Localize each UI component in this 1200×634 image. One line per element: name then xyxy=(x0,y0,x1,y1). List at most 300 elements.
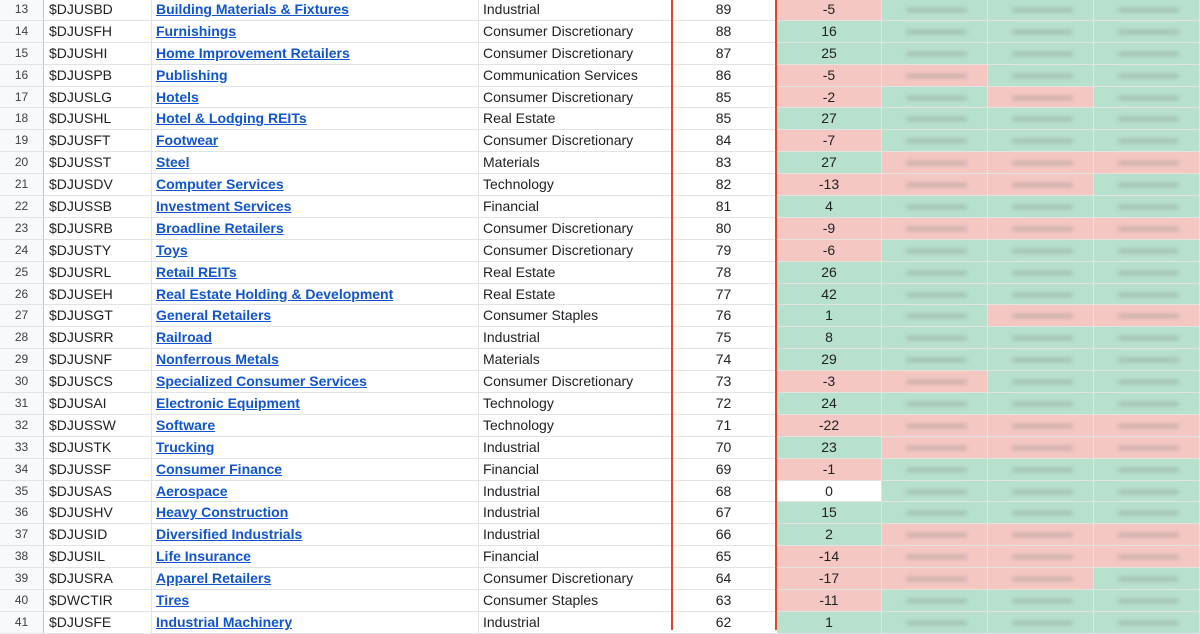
row-number[interactable]: 37 xyxy=(0,524,44,545)
change-cell[interactable]: -17 xyxy=(777,568,882,589)
change-cell[interactable]: 27 xyxy=(777,108,882,129)
row-number[interactable]: 27 xyxy=(0,305,44,326)
industry-name-cell[interactable] xyxy=(152,43,479,64)
row-number[interactable]: 17 xyxy=(0,87,44,108)
row-number[interactable]: 35 xyxy=(0,481,44,502)
blurred-cell[interactable] xyxy=(882,21,988,42)
blurred-cell[interactable] xyxy=(1094,349,1200,370)
industry-link[interactable]: General Retailers xyxy=(156,307,272,324)
industry-name-cell[interactable] xyxy=(152,524,479,545)
rank-cell[interactable]: 80 xyxy=(715,219,732,236)
industry-link[interactable]: Steel xyxy=(156,154,190,171)
blurred-cell[interactable] xyxy=(988,240,1094,261)
row-number[interactable]: 34 xyxy=(0,459,44,480)
symbol-cell[interactable]: $DJUSSB xyxy=(44,196,152,217)
industry-name-cell[interactable] xyxy=(152,481,479,502)
sector-cell[interactable]: Consumer Staples xyxy=(483,307,599,324)
industry-link[interactable]: Publishing xyxy=(156,66,228,83)
rank-cell[interactable]: 72 xyxy=(715,395,732,412)
symbol-cell[interactable]: $DJUSID xyxy=(44,524,152,545)
industry-link[interactable]: Hotels xyxy=(156,88,199,105)
industry-link[interactable]: Aerospace xyxy=(156,482,228,499)
table-row xyxy=(0,568,1200,590)
blurred-cell[interactable] xyxy=(988,152,1094,173)
sector-cell[interactable]: Industrial xyxy=(483,1,540,17)
change-cell[interactable]: -5 xyxy=(777,65,882,86)
industry-link[interactable]: Life Insurance xyxy=(156,548,251,565)
change-cell[interactable]: 2 xyxy=(777,524,882,545)
blurred-cell[interactable] xyxy=(882,546,988,567)
symbol-cell[interactable]: $DJUSIL xyxy=(44,546,152,567)
blurred-cell[interactable] xyxy=(1094,174,1200,195)
blurred-cell[interactable] xyxy=(882,43,988,64)
change-cell[interactable]: -5 xyxy=(777,0,882,20)
blurred-cell[interactable] xyxy=(988,218,1094,239)
symbol-cell[interactable]: $DJUSHV xyxy=(44,502,152,523)
rank-cell[interactable]: 76 xyxy=(715,307,732,324)
symbol-cell[interactable]: $DJUSFH xyxy=(44,21,152,42)
symbol-cell[interactable]: $DJUSNF xyxy=(44,349,152,370)
row-number[interactable]: 14 xyxy=(0,21,44,42)
row-number[interactable]: 29 xyxy=(0,349,44,370)
industry-name-cell[interactable] xyxy=(152,21,479,42)
sector-cell[interactable]: Real Estate xyxy=(483,110,556,127)
industry-name-cell[interactable] xyxy=(152,459,479,480)
symbol-cell[interactable]: $DJUSTK xyxy=(44,437,152,458)
rank-cell[interactable]: 84 xyxy=(715,132,732,149)
sector-cell[interactable]: Industrial xyxy=(483,504,540,521)
change-cell[interactable]: -13 xyxy=(777,174,882,195)
change-cell[interactable]: 0 xyxy=(777,481,882,502)
row-number[interactable]: 33 xyxy=(0,437,44,458)
symbol-cell[interactable]: $DJUSGT xyxy=(44,305,152,326)
industry-name-cell[interactable] xyxy=(152,371,479,392)
sector-cell[interactable]: Consumer Discretionary xyxy=(483,44,634,61)
blurred-cell[interactable] xyxy=(988,130,1094,151)
blurred-cell[interactable] xyxy=(882,590,988,611)
sector-cell[interactable]: Real Estate xyxy=(483,285,556,302)
industry-link[interactable]: Software xyxy=(156,416,216,433)
blurred-cell[interactable] xyxy=(988,262,1094,283)
rank-cell[interactable]: 74 xyxy=(715,351,732,368)
sector-cell[interactable]: Industrial xyxy=(483,438,540,455)
blurred-cell[interactable] xyxy=(1094,108,1200,129)
industry-name-cell[interactable] xyxy=(152,546,479,567)
blurred-cell[interactable] xyxy=(988,284,1094,305)
industry-link[interactable]: Diversified Industrials xyxy=(156,526,303,543)
row-number[interactable]: 24 xyxy=(0,240,44,261)
symbol-cell[interactable]: $DJUSRA xyxy=(44,568,152,589)
sector-cell[interactable]: Materials xyxy=(483,154,540,171)
industry-link[interactable]: Specialized Consumer Services xyxy=(156,373,367,390)
industry-link[interactable]: Retail REITs xyxy=(156,263,237,280)
blurred-cell[interactable] xyxy=(882,305,988,326)
industry-link[interactable]: Hotel & Lodging REITs xyxy=(156,110,307,127)
rank-cell[interactable]: 82 xyxy=(715,176,732,193)
symbol-cell[interactable]: $DJUSFT xyxy=(44,130,152,151)
change-cell[interactable]: 27 xyxy=(777,152,882,173)
industry-link[interactable]: Furnishings xyxy=(156,22,237,39)
change-cell[interactable]: 26 xyxy=(777,262,882,283)
blurred-cell[interactable] xyxy=(882,130,988,151)
change-cell[interactable]: -22 xyxy=(777,415,882,436)
industry-name-cell[interactable] xyxy=(152,568,479,589)
table-row xyxy=(0,371,1200,393)
blurred-cell[interactable] xyxy=(882,262,988,283)
rank-cell[interactable]: 78 xyxy=(715,263,732,280)
industry-name-cell[interactable] xyxy=(152,87,479,108)
industry-name-cell[interactable] xyxy=(152,108,479,129)
industry-link[interactable]: Building Materials & Fixtures xyxy=(156,1,349,17)
blurred-cell[interactable] xyxy=(882,196,988,217)
row-number[interactable]: 39 xyxy=(0,568,44,589)
industry-name-cell[interactable] xyxy=(152,502,479,523)
blurred-cell[interactable] xyxy=(988,327,1094,348)
industry-link[interactable]: Tires xyxy=(156,592,190,609)
blurred-cell[interactable] xyxy=(882,284,988,305)
change-cell[interactable]: -11 xyxy=(777,590,882,611)
blurred-cell[interactable] xyxy=(1094,21,1200,42)
change-cell[interactable]: -2 xyxy=(777,87,882,108)
table-row xyxy=(0,612,1200,634)
symbol-cell[interactable]: $DJUSHL xyxy=(44,108,152,129)
sector-cell[interactable]: Industrial xyxy=(483,482,540,499)
change-cell[interactable]: 29 xyxy=(777,349,882,370)
blurred-cell[interactable] xyxy=(988,0,1094,20)
blurred-cell[interactable] xyxy=(1094,43,1200,64)
change-cell[interactable]: -14 xyxy=(777,546,882,567)
rank-cell[interactable]: 64 xyxy=(715,570,732,587)
blurred-cell[interactable] xyxy=(988,43,1094,64)
blurred-cell[interactable] xyxy=(988,21,1094,42)
row-number[interactable]: 30 xyxy=(0,371,44,392)
row-number[interactable]: 31 xyxy=(0,393,44,414)
symbol-cell[interactable]: $DJUSRR xyxy=(44,327,152,348)
sector-cell[interactable]: Consumer Discretionary xyxy=(483,88,634,105)
sector-cell[interactable]: Real Estate xyxy=(483,263,556,280)
rank-cell[interactable]: 79 xyxy=(715,241,732,258)
blurred-cell[interactable] xyxy=(882,393,988,414)
blurred-cell[interactable] xyxy=(1094,568,1200,589)
rank-cell[interactable]: 69 xyxy=(715,460,732,477)
blurred-cell[interactable] xyxy=(882,218,988,239)
blurred-cell[interactable] xyxy=(1094,459,1200,480)
change-cell[interactable]: 23 xyxy=(777,437,882,458)
blurred-cell[interactable] xyxy=(882,152,988,173)
symbol-cell[interactable]: $DJUSRB xyxy=(44,218,152,239)
blurred-cell[interactable] xyxy=(882,327,988,348)
blurred-cell[interactable] xyxy=(1094,196,1200,217)
change-cell[interactable]: 1 xyxy=(777,305,882,326)
industry-link[interactable]: Heavy Construction xyxy=(156,504,289,521)
blurred-cell[interactable] xyxy=(882,459,988,480)
change-cell[interactable]: 8 xyxy=(777,327,882,348)
change-cell[interactable]: -9 xyxy=(777,218,882,239)
row-number[interactable]: 28 xyxy=(0,327,44,348)
sector-cell[interactable]: Industrial xyxy=(483,329,540,346)
rank-cell[interactable]: 85 xyxy=(715,88,732,105)
change-cell[interactable]: -6 xyxy=(777,240,882,261)
blurred-cell[interactable] xyxy=(988,502,1094,523)
row-number[interactable]: 38 xyxy=(0,546,44,567)
blurred-cell[interactable] xyxy=(1094,262,1200,283)
change-cell[interactable]: -1 xyxy=(777,459,882,480)
blurred-cell[interactable] xyxy=(882,568,988,589)
row-number[interactable]: 32 xyxy=(0,415,44,436)
blurred-cell[interactable] xyxy=(882,0,988,20)
industry-name-cell[interactable] xyxy=(152,305,479,326)
industry-link[interactable]: Consumer Finance xyxy=(156,460,283,477)
sector-cell[interactable]: Financial xyxy=(483,460,540,477)
sector-cell[interactable]: Technology xyxy=(483,416,554,433)
rank-cell[interactable]: 67 xyxy=(715,504,732,521)
change-cell[interactable]: 15 xyxy=(777,502,882,523)
industry-link[interactable]: Trucking xyxy=(156,438,215,455)
change-cell[interactable]: -3 xyxy=(777,371,882,392)
industry-name-cell[interactable] xyxy=(152,437,479,458)
blurred-cell[interactable] xyxy=(882,65,988,86)
blurred-cell[interactable] xyxy=(882,502,988,523)
industry-link[interactable]: Nonferrous Metals xyxy=(156,351,279,368)
change-cell[interactable]: -7 xyxy=(777,130,882,151)
industry-name-cell[interactable] xyxy=(152,174,479,195)
blurred-cell[interactable] xyxy=(1094,65,1200,86)
industry-name-cell[interactable] xyxy=(152,65,479,86)
row-number[interactable]: 20 xyxy=(0,152,44,173)
table-row xyxy=(0,349,1200,371)
blurred-cell[interactable] xyxy=(988,174,1094,195)
row-number[interactable]: 15 xyxy=(0,43,44,64)
sector-cell[interactable]: Financial xyxy=(483,198,540,215)
blurred-cell[interactable] xyxy=(988,349,1094,370)
symbol-cell[interactable]: $DJUSHI xyxy=(44,43,152,64)
blurred-cell[interactable] xyxy=(1094,437,1200,458)
rank-cell[interactable]: 66 xyxy=(715,526,732,543)
row-number[interactable]: 40 xyxy=(0,590,44,611)
blurred-cell[interactable] xyxy=(1094,481,1200,502)
industry-link[interactable]: Apparel Retailers xyxy=(156,570,272,587)
industry-name-cell[interactable] xyxy=(152,240,479,261)
blurred-cell[interactable] xyxy=(1094,393,1200,414)
row-number[interactable]: 23 xyxy=(0,218,44,239)
blurred-cell[interactable] xyxy=(882,174,988,195)
blurred-cell[interactable] xyxy=(882,481,988,502)
blurred-cell[interactable] xyxy=(988,459,1094,480)
symbol-cell[interactable]: $DJUSRL xyxy=(44,262,152,283)
rank-cell[interactable]: 68 xyxy=(715,482,732,499)
blurred-cell[interactable] xyxy=(882,415,988,436)
rank-cell[interactable]: 73 xyxy=(715,373,732,390)
industry-link[interactable]: Broadline Retailers xyxy=(156,219,284,236)
rank-cell[interactable]: 89 xyxy=(715,1,732,17)
symbol-cell[interactable]: $DJUSLG xyxy=(44,87,152,108)
blurred-cell[interactable] xyxy=(1094,415,1200,436)
blurred-cell[interactable] xyxy=(988,568,1094,589)
blurred-cell[interactable] xyxy=(1094,502,1200,523)
blurred-cell[interactable] xyxy=(988,65,1094,86)
industry-link[interactable]: Toys xyxy=(156,241,188,258)
rank-cell[interactable]: 83 xyxy=(715,154,732,171)
industry-name-cell[interactable] xyxy=(152,327,479,348)
blurred-cell[interactable] xyxy=(988,393,1094,414)
sector-cell[interactable]: Communication Services xyxy=(483,66,638,83)
blurred-cell[interactable] xyxy=(882,240,988,261)
industry-name-cell[interactable] xyxy=(152,393,479,414)
symbol-cell[interactable]: $DJUSST xyxy=(44,152,152,173)
rank-cell[interactable]: 63 xyxy=(715,592,732,609)
blurred-cell[interactable] xyxy=(1094,546,1200,567)
blurred-cell[interactable] xyxy=(1094,218,1200,239)
sector-cell[interactable]: Consumer Discretionary xyxy=(483,132,634,149)
industry-name-cell[interactable] xyxy=(152,590,479,611)
rank-cell[interactable]: 77 xyxy=(715,285,732,302)
sector-cell[interactable]: Financial xyxy=(483,548,540,565)
industry-name-cell[interactable] xyxy=(152,262,479,283)
sector-cell[interactable]: Industrial xyxy=(483,526,540,543)
symbol-cell[interactable]: $DJUSDV xyxy=(44,174,152,195)
blurred-cell[interactable] xyxy=(988,371,1094,392)
rank-cell[interactable]: 86 xyxy=(715,66,732,83)
sector-cell[interactable]: Technology xyxy=(483,395,554,412)
blurred-cell[interactable] xyxy=(882,371,988,392)
change-cell[interactable]: 1 xyxy=(777,612,882,633)
symbol-cell[interactable]: $DJUSPB xyxy=(44,65,152,86)
rank-cell[interactable]: 85 xyxy=(715,110,732,127)
sector-cell[interactable]: Consumer Discretionary xyxy=(483,219,634,236)
row-number[interactable]: 25 xyxy=(0,262,44,283)
table-row xyxy=(0,393,1200,415)
blurred-cell[interactable] xyxy=(988,481,1094,502)
blurred-cell[interactable] xyxy=(1094,130,1200,151)
blurred-cell[interactable] xyxy=(882,87,988,108)
blurred-cell[interactable] xyxy=(988,546,1094,567)
blurred-cell[interactable] xyxy=(1094,240,1200,261)
industry-name-cell[interactable] xyxy=(152,284,479,305)
blurred-cell[interactable] xyxy=(882,108,988,129)
industry-name-cell[interactable] xyxy=(152,196,479,217)
blurred-cell[interactable] xyxy=(1094,524,1200,545)
row-number[interactable]: 26 xyxy=(0,284,44,305)
rank-cell[interactable]: 70 xyxy=(715,438,732,455)
row-number[interactable]: 36 xyxy=(0,502,44,523)
change-cell[interactable]: 42 xyxy=(777,284,882,305)
blurred-cell[interactable] xyxy=(1094,371,1200,392)
blurred-cell[interactable] xyxy=(988,415,1094,436)
industry-link[interactable]: Electronic Equipment xyxy=(156,395,300,412)
symbol-cell[interactable]: $DJUSEH xyxy=(44,284,152,305)
rank-cell[interactable]: 75 xyxy=(715,329,732,346)
sector-cell[interactable]: Consumer Discretionary xyxy=(483,241,634,258)
blurred-cell[interactable] xyxy=(1094,327,1200,348)
symbol-cell[interactable]: $DJUSAI xyxy=(44,393,152,414)
sector-cell[interactable]: Consumer Staples xyxy=(483,592,599,609)
blurred-cell[interactable] xyxy=(1094,590,1200,611)
industry-link[interactable]: Computer Services xyxy=(156,176,284,193)
row-number[interactable]: 18 xyxy=(0,108,44,129)
industry-name-cell[interactable] xyxy=(152,349,479,370)
blurred-cell[interactable] xyxy=(882,437,988,458)
blurred-cell[interactable] xyxy=(988,590,1094,611)
sector-cell[interactable]: Industrial xyxy=(483,613,540,630)
table-row xyxy=(0,284,1200,306)
change-cell[interactable]: 25 xyxy=(777,43,882,64)
table-row xyxy=(0,0,1200,21)
industry-link[interactable]: Railroad xyxy=(156,329,213,346)
rank-cell[interactable]: 71 xyxy=(715,416,732,433)
symbol-cell[interactable]: $DJUSBD xyxy=(44,0,152,20)
blurred-cell[interactable] xyxy=(1094,0,1200,20)
sector-cell[interactable]: Materials xyxy=(483,351,540,368)
sector-cell[interactable]: Technology xyxy=(483,176,554,193)
blurred-cell[interactable] xyxy=(988,87,1094,108)
industry-link[interactable]: Home Improvement Retailers xyxy=(156,44,350,61)
industry-link[interactable]: Real Estate Holding & Development xyxy=(156,285,394,302)
blurred-cell[interactable] xyxy=(988,437,1094,458)
symbol-cell[interactable]: $DJUSFE xyxy=(44,612,152,633)
table-row xyxy=(0,87,1200,109)
rank-cell[interactable]: 65 xyxy=(715,548,732,565)
blurred-cell[interactable] xyxy=(1094,152,1200,173)
column-separator-right xyxy=(775,0,777,630)
blurred-cell[interactable] xyxy=(988,524,1094,545)
blurred-cell[interactable] xyxy=(882,524,988,545)
industry-link[interactable]: Industrial Machinery xyxy=(156,613,293,630)
industry-name-cell[interactable] xyxy=(152,415,479,436)
blurred-cell[interactable] xyxy=(988,108,1094,129)
symbol-cell[interactable]: $DJUSCS xyxy=(44,371,152,392)
change-cell[interactable]: 24 xyxy=(777,393,882,414)
change-cell[interactable]: 16 xyxy=(777,21,882,42)
symbol-cell[interactable]: $DWCTIR xyxy=(44,590,152,611)
sector-cell[interactable]: Consumer Discretionary xyxy=(483,570,634,587)
row-number[interactable]: 13 xyxy=(0,0,44,20)
rank-cell[interactable]: 62 xyxy=(715,613,732,630)
row-number[interactable]: 21 xyxy=(0,174,44,195)
symbol-cell[interactable]: $DJUSTY xyxy=(44,240,152,261)
industry-link[interactable]: Footwear xyxy=(156,132,219,149)
industry-name-cell[interactable] xyxy=(152,0,479,20)
blurred-cell[interactable] xyxy=(1094,305,1200,326)
sector-cell[interactable]: Consumer Discretionary xyxy=(483,373,634,390)
table-row xyxy=(0,218,1200,240)
rank-cell[interactable]: 87 xyxy=(715,44,732,61)
row-number[interactable]: 16 xyxy=(0,65,44,86)
symbol-cell[interactable]: $DJUSAS xyxy=(44,481,152,502)
row-number[interactable]: 41 xyxy=(0,612,44,633)
symbol-cell[interactable]: $DJUSSW xyxy=(44,415,152,436)
blurred-cell[interactable] xyxy=(1094,87,1200,108)
table-row xyxy=(0,459,1200,481)
blurred-cell[interactable] xyxy=(882,349,988,370)
blurred-cell[interactable] xyxy=(988,305,1094,326)
blurred-cell[interactable] xyxy=(988,196,1094,217)
symbol-cell[interactable]: $DJUSSF xyxy=(44,459,152,480)
table-row xyxy=(0,43,1200,65)
industry-name-cell[interactable] xyxy=(152,218,479,239)
table-row xyxy=(0,590,1200,612)
industry-link[interactable]: Investment Services xyxy=(156,198,292,215)
rank-cell[interactable]: 81 xyxy=(715,198,732,215)
row-number[interactable]: 22 xyxy=(0,196,44,217)
row-number[interactable]: 19 xyxy=(0,130,44,151)
rank-cell[interactable]: 88 xyxy=(715,22,732,39)
industry-name-cell[interactable] xyxy=(152,152,479,173)
industry-name-cell[interactable] xyxy=(152,130,479,151)
sector-cell[interactable]: Consumer Discretionary xyxy=(483,22,634,39)
table-row xyxy=(0,65,1200,87)
change-cell[interactable]: 4 xyxy=(777,196,882,217)
blurred-cell[interactable] xyxy=(1094,284,1200,305)
